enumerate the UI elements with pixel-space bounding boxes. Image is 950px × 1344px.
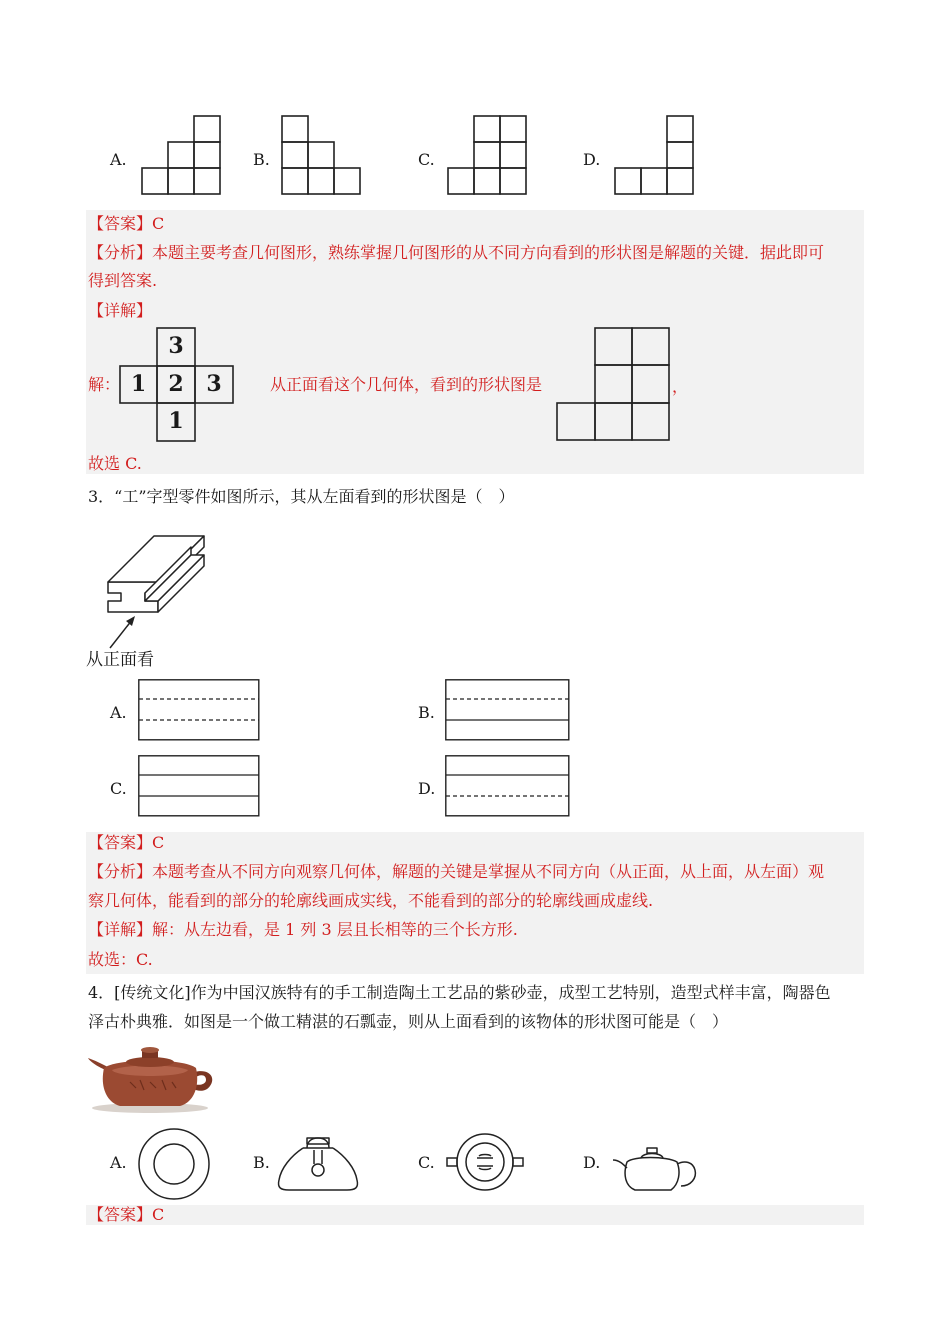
q3-analysis-tag: 【分析】 — [88, 862, 153, 881]
q4-option-b-label: B. — [253, 1153, 270, 1172]
q4-stem-line2: 泽古朴典雅．如图是一个做工精湛的石瓢壶，则从上面看到的该物体的形状图可能是（ ） — [88, 1012, 729, 1031]
q2-front-view-figure — [556, 327, 672, 443]
q3-option-d-label: D. — [418, 779, 436, 798]
q3-conclusion: 故选：C. — [88, 950, 153, 969]
q4-stem-line1: 4．[传统文化]作为中国汉族特有的手工制造陶土工艺品的紫砂壶，成型工艺特别，造型式样丰富，陶器色 — [88, 983, 831, 1002]
q3-detail-text: 解：从左边看，是 1 列 3 层且长相等的三个长方形. — [152, 920, 518, 939]
q4-option-c-label: C. — [418, 1153, 435, 1172]
q4-answer-box — [86, 1205, 864, 1225]
q3-option-d-figure — [445, 755, 571, 819]
q2-analysis-tag: 【分析】 — [88, 243, 153, 262]
q2-conclusion: 故选 C. — [88, 454, 142, 473]
q2-detail-tag: 【详解】 — [88, 301, 153, 320]
q2-option-a-label: A. — [110, 150, 127, 169]
q2-solution-prefix: 解： — [88, 375, 121, 394]
q2-grid-number-top: 3 — [168, 333, 184, 359]
q2-option-b-figure — [280, 114, 364, 196]
i-beam-figure — [104, 514, 214, 648]
q3-option-b-figure — [445, 679, 571, 743]
q3-option-c-label: C. — [110, 779, 127, 798]
q3-stem: 3．“工”字型零件如图所示，其从左面看到的形状图是（ ） — [88, 487, 515, 506]
q2-option-d-label: D. — [583, 150, 601, 169]
q2-option-a-figure — [140, 114, 224, 196]
q2-analysis-text: 本题主要考查几何图形，熟练掌握几何图形的从不同方向看到的形状图是解题的关键．据此即可 — [152, 243, 825, 262]
q2-analysis-line2: 得到答案. — [88, 271, 158, 290]
q4-option-a-figure — [137, 1127, 211, 1201]
q2-option-b-label: B. — [253, 150, 270, 169]
q3-option-c-figure — [138, 755, 262, 819]
q2-option-c-figure — [446, 114, 530, 196]
q4-option-d-label: D. — [583, 1153, 601, 1172]
q3-analysis-line2: 察几何体，能看到的部分的轮廓线画成实线，不能看到的部分的轮廓线画成虚线. — [88, 891, 654, 910]
q4-option-a-label: A. — [110, 1153, 127, 1172]
q3-detail-tag: 【详解】 — [88, 920, 153, 939]
q3-answer: 【答案】C — [88, 833, 165, 852]
q2-comma: ， — [672, 377, 689, 396]
q2-grid-number-right: 3 — [206, 371, 222, 397]
q4-option-c-figure — [443, 1130, 527, 1194]
q3-option-b-label: B. — [418, 703, 435, 722]
q2-grid-number-center: 2 — [168, 371, 184, 397]
q3-analysis-text: 本题考查从不同方向观察几何体，解题的关键是掌握从不同方向（从正面，从上面，从左面）观 — [152, 862, 825, 881]
q3-view-label: 从正面看 — [86, 650, 154, 670]
q3-analysis-line1 — [88, 860, 824, 884]
q3-option-a-figure — [138, 679, 262, 743]
q2-grid-number-bottom: 1 — [168, 408, 184, 434]
teapot-photo — [86, 1038, 220, 1114]
q4-option-d-figure — [611, 1140, 699, 1194]
q2-analysis-line1 — [88, 241, 824, 265]
q2-answer: 【答案】C — [88, 214, 165, 233]
q3-detail-line — [88, 918, 518, 942]
q2-option-d-figure — [613, 114, 697, 196]
q2-option-c-label: C. — [418, 150, 435, 169]
q2-front-view-text: 从正面看这个几何体，看到的形状图是 — [270, 375, 543, 394]
q2-grid-number-left: 1 — [130, 371, 147, 397]
q3-option-a-label: A. — [110, 703, 127, 722]
q4-option-b-figure — [275, 1132, 361, 1194]
q4-answer: 【答案】C — [88, 1205, 165, 1224]
